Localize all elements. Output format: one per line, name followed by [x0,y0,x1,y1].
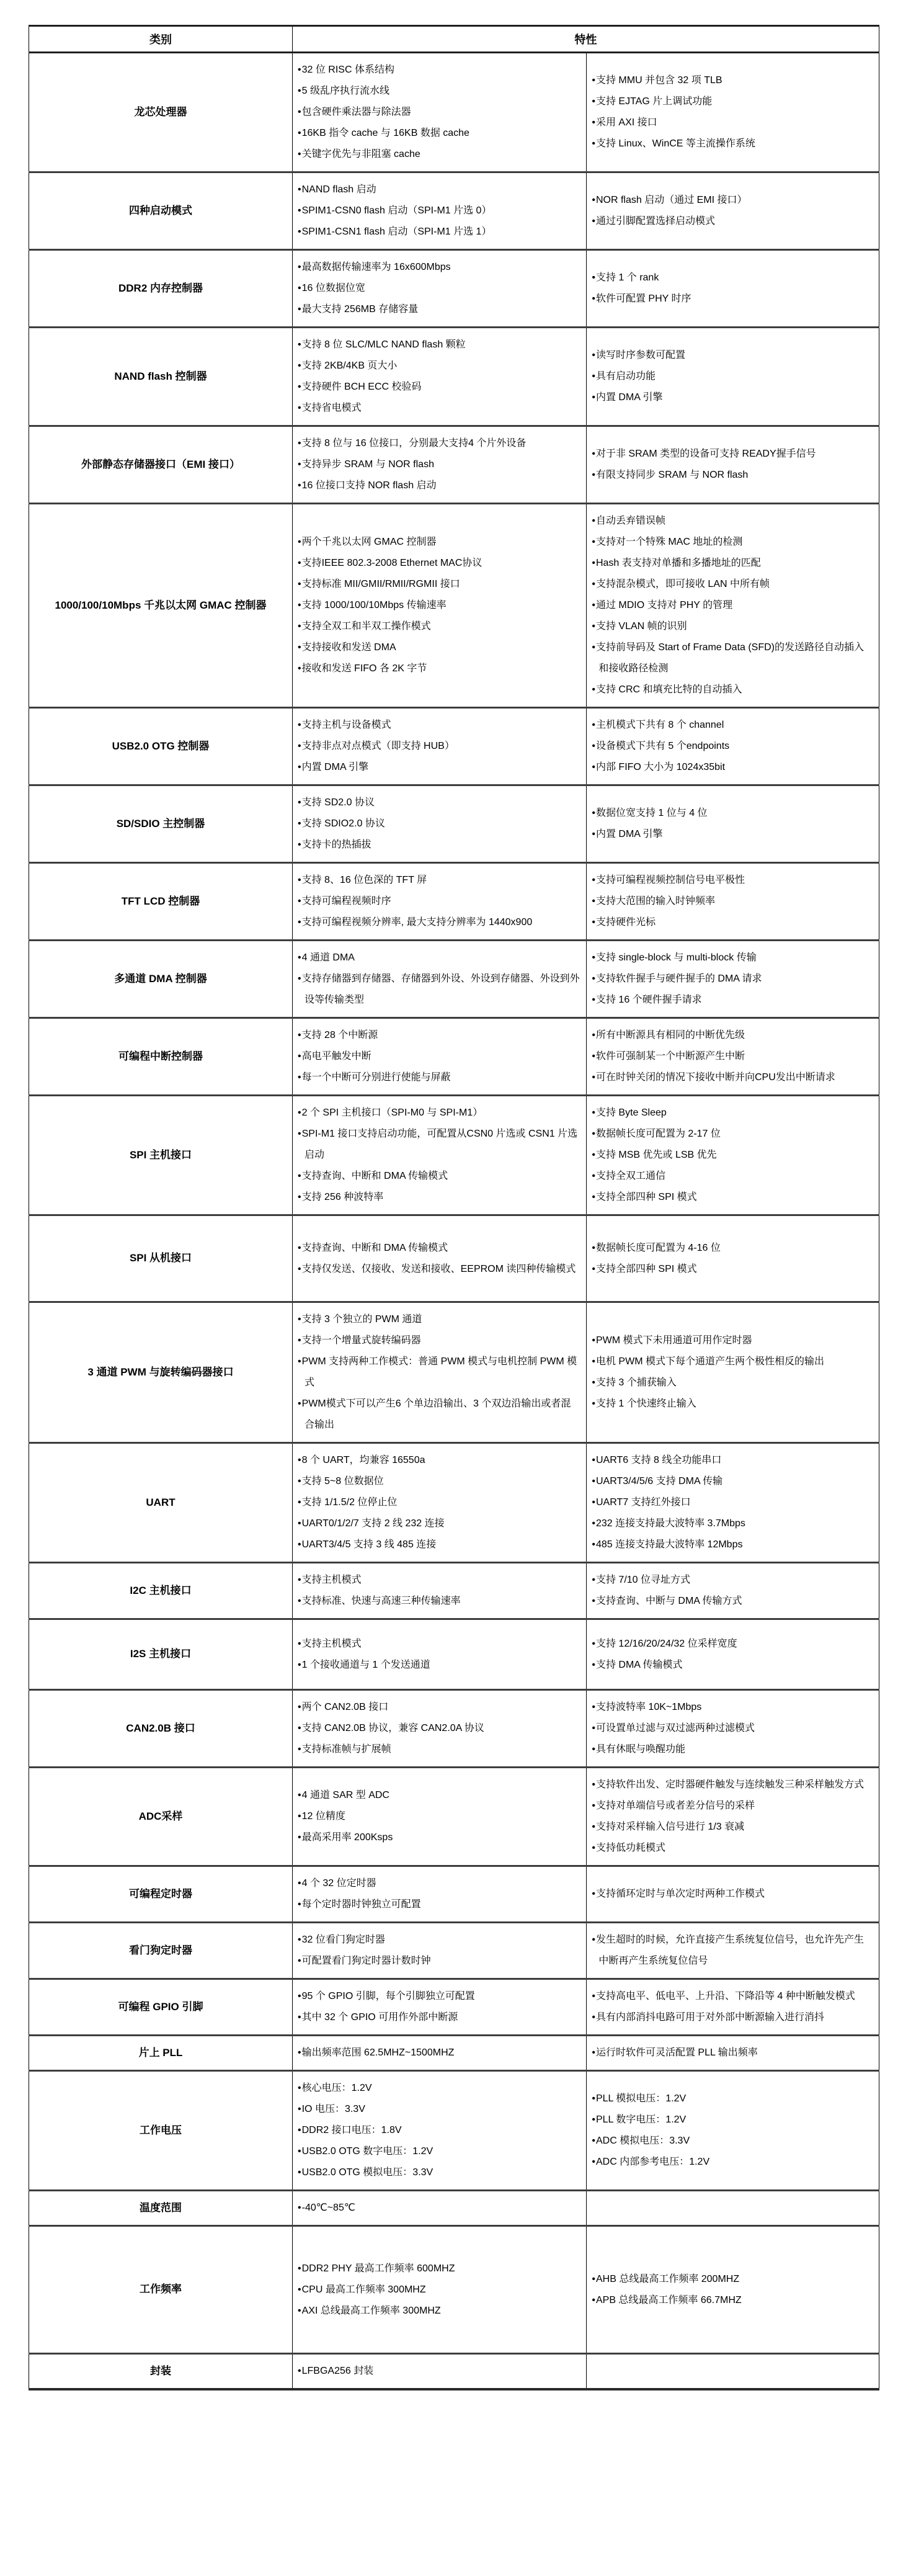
category-cell: I2C 主机接口 [29,1563,293,1619]
feature-item: • 支持主机模式 [298,1570,580,1591]
feature-item: • SPIM1-CSN0 flash 启动（SPI-M1 片选 0） [298,200,580,221]
feature-item: • APB 总线最高工作频率 66.7MHZ [592,2290,873,2311]
features-left-cell [293,1302,587,1443]
features-right-cell [587,1563,879,1619]
feature-item: • 支持 VLAN 帧的识别 [592,616,873,637]
category-cell: 工作频率 [29,2226,293,2354]
features-left-cell [293,785,587,863]
feature-item: • 支持全双工和半双工操作模式 [298,616,580,637]
feature-item: • 最大支持 256MB 存储容量 [298,299,580,320]
feature-item: • SPIM1-CSN1 flash 启动（SPI-M1 片选 1） [298,221,580,243]
feature-item: • 支持 EJTAG 片上调试功能 [592,91,873,112]
feature-item: • 支持 SD2.0 协议 [298,792,580,813]
table-row [29,708,879,785]
table-row [29,2036,879,2071]
feature-item: • 支持IEEE 802.3-2008 Ethernet MAC协议 [298,553,580,574]
feature-item: • 支持查询、中断和 DMA 传输模式 [298,1166,580,1187]
feature-item: • 支持 16 个硬件握手请求 [592,990,873,1011]
category-cell: 四种启动模式 [29,172,293,250]
feature-item: • 8 个 UART，均兼容 16550a [298,1450,580,1471]
feature-item: • 支持循环定时与单次定时两种工作模式 [592,1884,873,1905]
feature-item: • Hash 表支持对单播和多播地址的匹配 [592,553,873,574]
features-right-cell [587,2354,879,2390]
table-row [29,172,879,250]
feature-item: • 支持软件握手与硬件握手的 DMA 请求 [592,968,873,990]
category-cell: UART [29,1443,293,1563]
feature-item: • 具有内部消抖电路可用于对外部中断源输入进行消抖 [592,2007,873,2028]
features-left-cell [293,1768,587,1866]
feature-item: • 支持 1/1.5/2 位停止位 [298,1492,580,1513]
feature-item: • 支持 Byte Sleep [592,1102,873,1124]
feature-item: • 支持对采样输入信号进行 1/3 衰减 [592,1817,873,1838]
feature-item: • CPU 最高工作频率 300MHZ [298,2279,580,2301]
table-row [29,1923,879,1979]
table-row [29,1215,879,1302]
features-left-cell [293,1443,587,1563]
feature-item: • 95 个 GPIO 引脚，每个引脚独立可配置 [298,1986,580,2007]
feature-item: • 支持标准 MII/GMII/RMII/RGMII 接口 [298,574,580,595]
feature-item: • 2 个 SPI 主机接口（SPI-M0 与 SPI-M1） [298,1102,580,1124]
table-row [29,863,879,941]
table-row [29,2191,879,2226]
feature-item: • 支持 8 位 SLC/MLC NAND flash 颗粒 [298,334,580,356]
feature-item: • 支持全部四种 SPI 模式 [592,1259,873,1280]
features-right-cell [587,1215,879,1302]
features-right-cell [587,504,879,708]
feature-item: • 可在时钟关闭的情况下接收中断并向CPU发出中断请求 [592,1067,873,1088]
table-row [29,1619,879,1690]
feature-item: • 支持查询、中断和 DMA 传输模式 [298,1238,580,1259]
table-row [29,2071,879,2191]
features-right-cell [587,1690,879,1768]
category-cell: 看门狗定时器 [29,1923,293,1979]
feature-item: • 核心电压：1.2V [298,2078,580,2099]
feature-item: • 内置 DMA 引擎 [298,757,580,778]
table-row [29,328,879,426]
features-right-cell [587,328,879,426]
feature-item: • 4 通道 DMA [298,947,580,968]
feature-item: • 12 位精度 [298,1806,580,1827]
feature-item: • USB2.0 OTG 数字电压：1.2V [298,2141,580,2162]
features-left-cell [293,2226,587,2354]
table-row [29,1018,879,1096]
feature-item: • 支持可编程视频控制信号电平极性 [592,870,873,891]
features-left-cell [293,172,587,250]
feature-item: • UART3/4/5/6 支持 DMA 传输 [592,1471,873,1492]
features-right-cell [587,1619,879,1690]
feature-item: • 支持高电平、低电平、上升沿、下降沿等 4 种中断触发模式 [592,1986,873,2007]
feature-item: • 支持 12/16/20/24/32 位采样宽度 [592,1634,873,1655]
category-cell: 可编程 GPIO 引脚 [29,1979,293,2036]
features-left-cell [293,328,587,426]
feature-item: • 主机模式下共有 8 个 channel [592,715,873,736]
feature-item: • 可设置单过滤与双过滤两种过滤模式 [592,1718,873,1739]
table-row [29,1096,879,1215]
feature-item: • 485 连接支持最大波特率 12Mbps [592,1534,873,1555]
features-left-cell [293,1866,587,1923]
feature-item: • 支持前导码及 Start of Frame Data (SFD)的发送路径自动插入和接收路径检测 [592,637,873,679]
table-row [29,785,879,863]
feature-item: • 高电平触发中断 [298,1046,580,1067]
feature-item: • 支持 28 个中断源 [298,1025,580,1046]
feature-item: • 支持 CAN2.0B 协议，兼容 CAN2.0A 协议 [298,1718,580,1739]
feature-item: • 支持 MSB 优先或 LSB 优先 [592,1145,873,1166]
feature-item: • 支持混杂模式，即可接收 LAN 中所有帧 [592,574,873,595]
features-right-cell [587,1923,879,1979]
feature-item: • PLL 数字电压：1.2V [592,2109,873,2131]
features-right-cell [587,1979,879,2036]
feature-item: • DDR2 接口电压：1.8V [298,2120,580,2141]
features-left-cell [293,2354,587,2390]
category-cell: SPI 从机接口 [29,1215,293,1302]
feature-item: • 设备模式下共有 5 个endpoints [592,736,873,757]
feature-item: • 支持大范围的输入时钟频率 [592,891,873,912]
category-cell: 3 通道 PWM 与旋转编码器接口 [29,1302,293,1443]
feature-item: • 支持低功耗模式 [592,1838,873,1859]
category-cell: 可编程中断控制器 [29,1018,293,1096]
category-cell: 封装 [29,2354,293,2390]
category-cell: 可编程定时器 [29,1866,293,1923]
feature-item: • 支持非点对点模式（即支持 HUB） [298,736,580,757]
category-cell: USB2.0 OTG 控制器 [29,708,293,785]
features-left-cell [293,941,587,1018]
category-cell: 片上 PLL [29,2036,293,2071]
features-right-cell [587,1302,879,1443]
feature-item: • 支持硬件 BCH ECC 校验码 [298,377,580,398]
feature-item: • 有限支持同步 SRAM 与 NOR flash [592,465,873,486]
feature-item: • 32 位 RISC 体系结构 [298,60,580,81]
category-cell: 龙芯处理器 [29,53,293,172]
feature-item: • 两个 CAN2.0B 接口 [298,1697,580,1718]
category-cell: CAN2.0B 接口 [29,1690,293,1768]
table-row [29,53,879,172]
feature-item: • 具有启动功能 [592,366,873,387]
category-cell: SPI 主机接口 [29,1096,293,1215]
features-left-cell [293,1096,587,1215]
feature-item: • 支持 1 个 rank [592,267,873,288]
features-right-cell [587,1866,879,1923]
feature-item: • 最高采用率 200Ksps [298,1827,580,1848]
feature-item: • UART7 支持红外接口 [592,1492,873,1513]
feature-item: • 支持 SDIO2.0 协议 [298,813,580,834]
features-right-cell [587,172,879,250]
feature-item: • 发生超时的时候，允许直接产生系统复位信号，也允许先产生中断再产生系统复位信号 [592,1930,873,1972]
feature-item: • 支持主机与设备模式 [298,715,580,736]
feature-item: • -40℃~85℃ [298,2198,580,2219]
column-header-category: 类别 [29,26,293,53]
feature-item: • 支持 single-block 与 multi-block 传输 [592,947,873,968]
table-row [29,2354,879,2390]
feature-item: • 支持对单端信号或者差分信号的采样 [592,1796,873,1817]
feature-item: • 支持 1000/100/10Mbps 传输速率 [298,595,580,616]
feature-item: • UART0/1/2/7 支持 2 线 232 连接 [298,1513,580,1534]
feature-item: • 两个千兆以太网 GMAC 控制器 [298,532,580,553]
feature-item: • 通过 MDIO 支持对 PHY 的管理 [592,595,873,616]
category-cell: 外部静态存储器接口（EMI 接口） [29,426,293,504]
feature-item: • 电机 PWM 模式下每个通道产生两个极性相反的输出 [592,1351,873,1372]
category-cell: ADC采样 [29,1768,293,1866]
feature-item: • LFBGA256 封装 [298,2361,580,2382]
feature-item: • 支持 5~8 位数据位 [298,1471,580,1492]
feature-item: • 每一个中断可分别进行使能与屏蔽 [298,1067,580,1088]
category-cell: 多通道 DMA 控制器 [29,941,293,1018]
feature-item: • 支持 CRC 和填充比特的自动插入 [592,679,873,700]
features-left-cell [293,863,587,941]
features-right-cell [587,1768,879,1866]
feature-item: • 支持接收和发送 DMA [298,637,580,658]
feature-item: • USB2.0 OTG 模拟电压：3.3V [298,2162,580,2183]
chip-spec-table [29,25,879,2390]
features-left-cell [293,1619,587,1690]
features-right-cell [587,2036,879,2071]
features-right-cell [587,2071,879,2191]
feature-item: • 支持 7/10 位寻址方式 [592,1570,873,1591]
feature-item: • 内部 FIFO 大小为 1024x35bit [592,757,873,778]
feature-item: • 支持卡的热插拔 [298,834,580,856]
feature-item: • 软件可强制某一个中断源产生中断 [592,1046,873,1067]
feature-item: • 支持 Linux、WinCE 等主流操作系统 [592,133,873,154]
feature-item: • 读写时序参数可配置 [592,345,873,366]
feature-item: • 运行时软件可灵活配置 PLL 输出频率 [592,2042,873,2064]
feature-item: • 支持硬件光标 [592,912,873,933]
feature-item: • 支持波特率 10K~1Mbps [592,1697,873,1718]
features-left-cell [293,2191,587,2226]
features-right-cell [587,1018,879,1096]
features-right-cell [587,863,879,941]
feature-item: • 采用 AXI 接口 [592,112,873,133]
feature-item: • 可配置看门狗定时器计数时钟 [298,1951,580,1972]
features-right-cell [587,785,879,863]
feature-item: • 16KB 指令 cache 与 16KB 数据 cache [298,123,580,144]
table-row [29,941,879,1018]
category-cell: SD/SDIO 主控制器 [29,785,293,863]
features-left-cell [293,1979,587,2036]
feature-item: • 其中 32 个 GPIO 可用作外部中断源 [298,2007,580,2028]
feature-item: • 通过引脚配置选择启动模式 [592,211,873,232]
feature-item: • 接收和发送 FIFO 各 2K 字节 [298,658,580,679]
features-left-cell [293,2036,587,2071]
category-cell: I2S 主机接口 [29,1619,293,1690]
features-left-cell [293,504,587,708]
feature-item: • 支持一个增量式旋转编码器 [298,1330,580,1351]
feature-item: • 16 位接口支持 NOR flash 启动 [298,475,580,496]
feature-item: • 4 通道 SAR 型 ADC [298,1785,580,1806]
feature-item: • 支持对一个特殊 MAC 地址的检测 [592,532,873,553]
features-right-cell [587,1443,879,1563]
feature-item: • 32 位看门狗定时器 [298,1930,580,1951]
column-header-feature: 特性 [293,26,879,53]
feature-item: • 支持存储器到存储器、存储器到外设、外设到存储器、外设到外设等传输类型 [298,968,580,1011]
table-row [29,1866,879,1923]
features-left-cell [293,1690,587,1768]
features-left-cell [293,426,587,504]
feature-item: • PWM 支持两种工作模式：普通 PWM 模式与电机控制 PWM 模式 [298,1351,580,1393]
feature-item: • 对于非 SRAM 类型的设备可支持 READY握手信号 [592,444,873,465]
feature-item: • 输出频率范围 62.5MHZ~1500MHZ [298,2042,580,2064]
table-row [29,2226,879,2354]
table-row [29,250,879,328]
feature-item: • 支持 DMA 传输模式 [592,1655,873,1676]
features-left-cell [293,2071,587,2191]
feature-item: • 每个定时器时钟独立可配置 [298,1894,580,1915]
feature-item: • 数据位宽支持 1 位与 4 位 [592,803,873,824]
features-left-cell [293,1923,587,1979]
table-row [29,1563,879,1619]
table-row [29,1302,879,1443]
feature-item: • 具有休眠与唤醒功能 [592,1739,873,1760]
features-right-cell [587,250,879,328]
features-right-cell [587,53,879,172]
features-left-cell [293,53,587,172]
features-left-cell [293,1563,587,1619]
feature-item: • IO 电压：3.3V [298,2099,580,2120]
feature-item: • 关键字优先与非阻塞 cache [298,144,580,165]
category-cell: TFT LCD 控制器 [29,863,293,941]
features-right-cell [587,1096,879,1215]
features-left-cell [293,1018,587,1096]
feature-item: • 自动丢弃错误帧 [592,511,873,532]
feature-item: • 支持可编程视频时序 [298,891,580,912]
feature-item: • 支持可编程视频分辨率, 最大支持分辨率为 1440x900 [298,912,580,933]
feature-item: • 16 位数据位宽 [298,278,580,299]
feature-item: • 软件可配置 PHY 时序 [592,288,873,310]
feature-item: • 支持软件出发、定时器硬件触发与连续触发三种采样触发方式 [592,1774,873,1796]
feature-item: • 支持仅发送、仅接收、发送和接收、EEPROM 读四种传输模式 [298,1259,580,1280]
feature-item: • PLL 模拟电压：1.2V [592,2088,873,2109]
feature-item: • 数据帧长度可配置为 4-16 位 [592,1238,873,1259]
feature-item: • 1 个接收通道与 1 个发送通道 [298,1655,580,1676]
feature-item: • 支持异步 SRAM 与 NOR flash [298,454,580,475]
feature-item: • 支持标准帧与扩展帧 [298,1739,580,1760]
table-row [29,1979,879,2036]
features-right-cell [587,941,879,1018]
feature-item: • ADC 内部参考电压：1.2V [592,2152,873,2173]
feature-item: • 支持全部四种 SPI 模式 [592,1187,873,1208]
feature-item: • 内置 DMA 引擎 [592,824,873,845]
category-cell: 温度范围 [29,2191,293,2226]
category-cell: DDR2 内存控制器 [29,250,293,328]
feature-item: • 支持 8 位与 16 位接口，分别最大支持4 个片外设备 [298,433,580,454]
feature-item: • 支持全双工通信 [592,1166,873,1187]
feature-item: • 5 级乱序执行流水线 [298,81,580,102]
feature-item: • PWM 模式下未用通道可用作定时器 [592,1330,873,1351]
feature-item: • NAND flash 启动 [298,179,580,200]
feature-item: • 支持 8、16 位色深的 TFT 屏 [298,870,580,891]
features-right-cell [587,2191,879,2226]
features-left-cell [293,250,587,328]
table-row [29,504,879,708]
features-right-cell [587,708,879,785]
feature-item: • 内置 DMA 引擎 [592,387,873,408]
feature-item: • 4 个 32 位定时器 [298,1873,580,1894]
feature-item: • NOR flash 启动（通过 EMI 接口） [592,190,873,211]
table-row [29,426,879,504]
feature-item: • UART6 支持 8 线全功能串口 [592,1450,873,1471]
feature-item: • 支持省电模式 [298,398,580,419]
header-row [29,26,879,53]
feature-item: • 包含硬件乘法器与除法器 [298,102,580,123]
feature-item: • 支持标准、快速与高速三种传输速率 [298,1591,580,1612]
feature-item: • UART3/4/5 支持 3 线 485 连接 [298,1534,580,1555]
features-left-cell [293,708,587,785]
category-cell: 工作电压 [29,2071,293,2191]
feature-item: • 232 连接支持最大波特率 3.7Mbps [592,1513,873,1534]
features-right-cell [587,2226,879,2354]
feature-item: • 支持主机模式 [298,1634,580,1655]
feature-item: • ADC 模拟电压：3.3V [592,2131,873,2152]
category-cell: NAND flash 控制器 [29,328,293,426]
feature-item: • 支持查询、中断与 DMA 传输方式 [592,1591,873,1612]
features-right-cell [587,426,879,504]
features-left-cell [293,1215,587,1302]
feature-item: • 支持 1 个快速终止输入 [592,1393,873,1415]
feature-item: • 支持 2KB/4KB 页大小 [298,356,580,377]
category-cell: 1000/100/10Mbps 千兆以太网 GMAC 控制器 [29,504,293,708]
feature-item: • 支持 3 个独立的 PWM 通道 [298,1309,580,1330]
feature-item: • 支持 256 种波特率 [298,1187,580,1208]
table-row [29,1768,879,1866]
feature-item: • AXI 总线最高工作频率 300MHZ [298,2301,580,2322]
feature-item: • 最高数据传输速率为 16x600Mbps [298,257,580,278]
feature-item: • 支持 MMU 并包含 32 项 TLB [592,70,873,91]
feature-item: • PWM模式下可以产生6 个单边沿输出、3 个双边沿输出或者混合输出 [298,1393,580,1436]
table-row [29,1690,879,1768]
feature-item: • 所有中断源具有相同的中断优先级 [592,1025,873,1046]
feature-item: • SPI-M1 接口支持启动功能，可配置从CSN0 片选或 CSN1 片选启动 [298,1124,580,1166]
feature-item: • DDR2 PHY 最高工作频率 600MHZ [298,2258,580,2279]
feature-item: • 数据帧长度可配置为 2-17 位 [592,1124,873,1145]
feature-item: • AHB 总线最高工作频率 200MHZ [592,2269,873,2290]
table-row [29,1443,879,1563]
feature-item: • 支持 3 个捕获输入 [592,1372,873,1393]
